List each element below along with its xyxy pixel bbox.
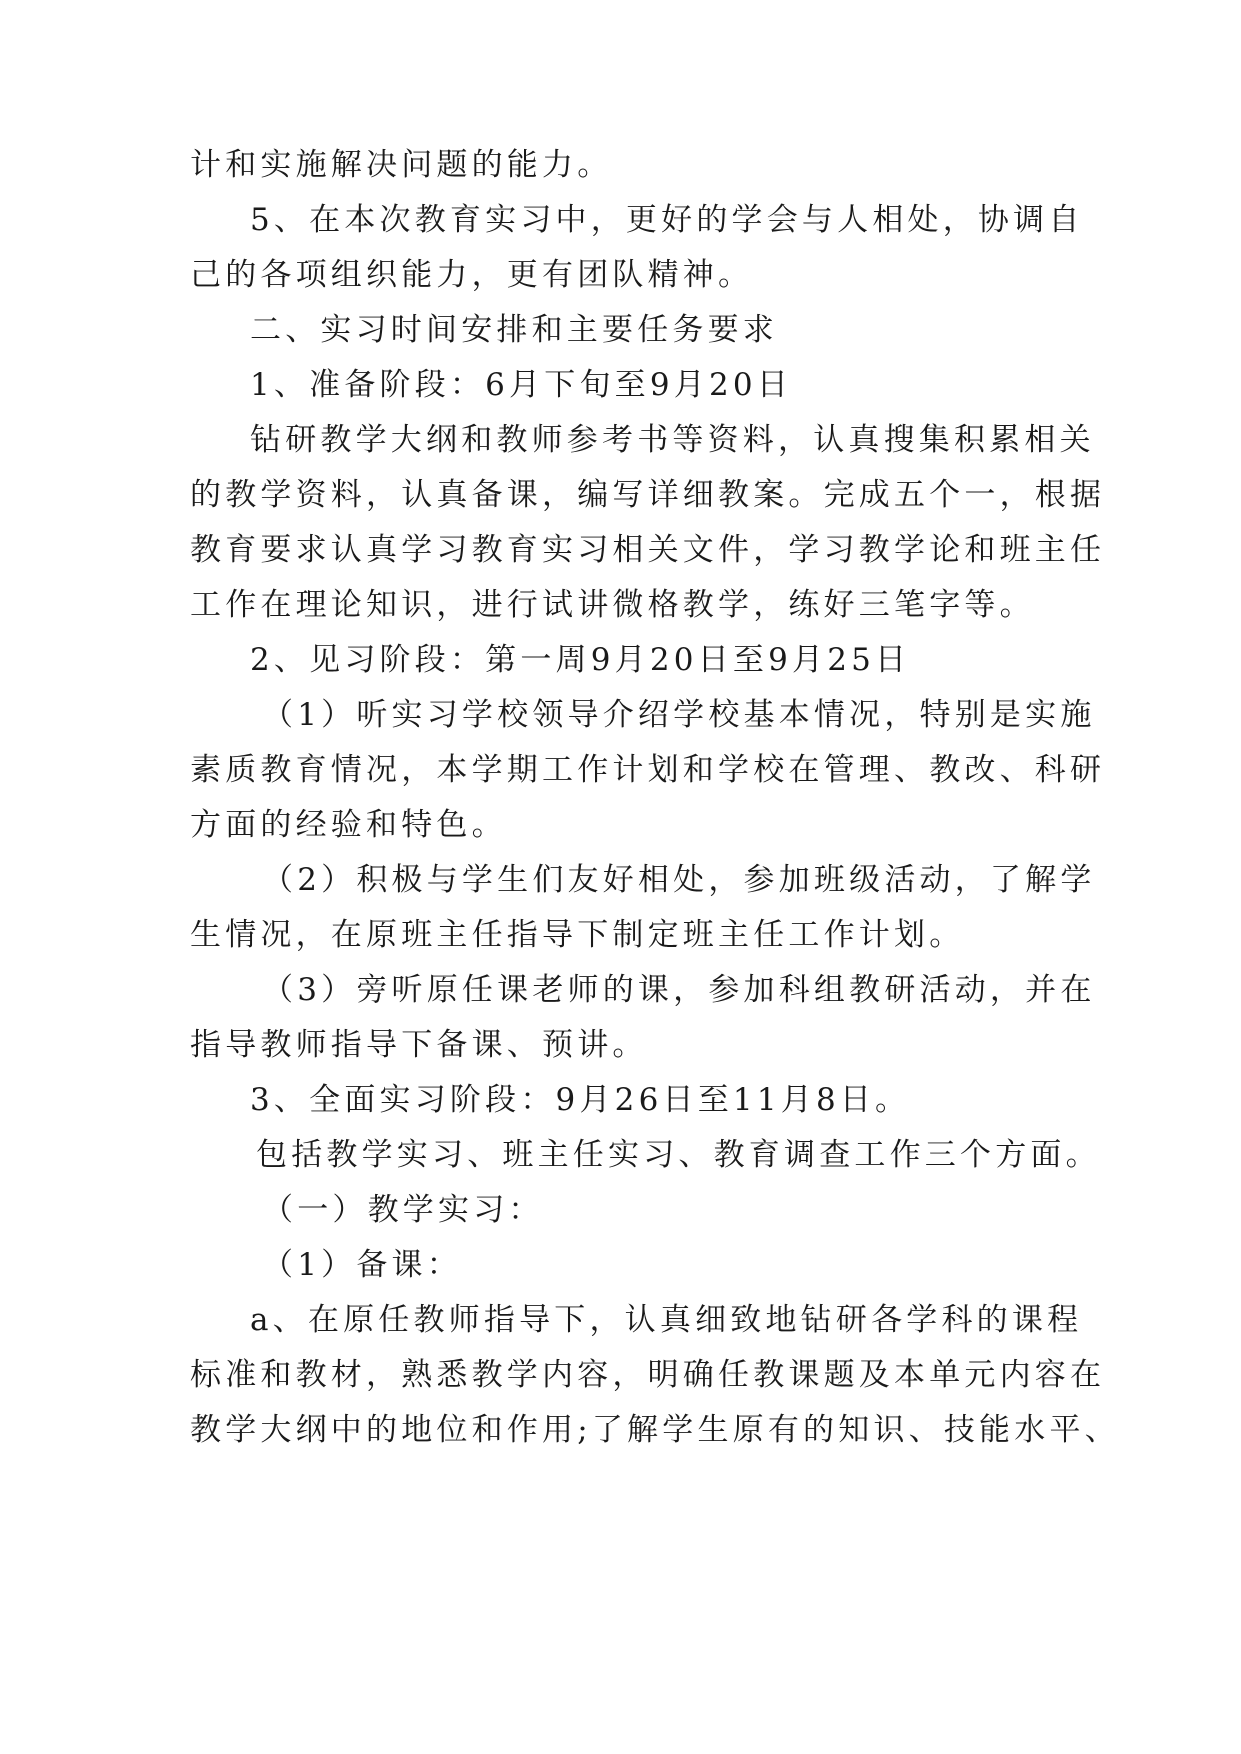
text-line: 素质教育情况，本学期工作计划和学校在管理、教改、科研 [190, 752, 1106, 788]
text-line: 己的各项组织能力，更有团队精神。 [190, 257, 754, 293]
text-line: 5、在本次教育实习中，更好的学会与人相处，协调自 [250, 202, 1084, 238]
text-line: （3）旁听原任课老师的课，参加科组教研活动，并在 [262, 972, 1096, 1008]
text-line: a、在原任教师指导下，认真细致地钻研各学科的课程 [250, 1302, 1083, 1338]
text-line: （2）积极与学生们友好相处，参加班级活动，了解学 [262, 862, 1096, 898]
text-line: 计和实施解决问题的能力。 [190, 147, 613, 183]
text-line: 工作在理论知识，进行试讲微格教学，练好三笔字等。 [190, 587, 1035, 623]
text-line: 教育要求认真学习教育实习相关文件，学习教学论和班主任 [190, 532, 1106, 568]
text-line: 教学大纲中的地位和作用;了解学生原有的知识、技能水平、 [190, 1412, 1120, 1448]
text-line: （1）备课： [262, 1247, 462, 1283]
text-line: （1）听实习学校领导介绍学校基本情况，特别是实施 [262, 697, 1096, 733]
text-line: 钻研教学大纲和教师参考书等资料，认真搜集积累相关 [250, 422, 1095, 458]
text-line: 指导教师指导下备课、预讲。 [190, 1027, 648, 1063]
text-line: 包括教学实习、班主任实习、教育调查工作三个方面。 [256, 1137, 1101, 1173]
subsection-heading: 1、准备阶段：6月下旬至9月20日 [250, 367, 793, 403]
text-line: （一）教学实习： [262, 1192, 544, 1228]
section-heading: 二、实习时间安排和主要任务要求 [250, 312, 778, 348]
subsection-heading: 3、全面实习阶段：9月26日至11月8日。 [250, 1082, 911, 1118]
subsection-heading: 2、见习阶段：第一周9月20日至9月25日 [250, 642, 911, 678]
text-line: 的教学资料，认真备课，编写详细教案。完成五个一，根据 [190, 477, 1106, 513]
text-line: 生情况，在原班主任指导下制定班主任工作计划。 [190, 917, 965, 953]
text-line: 方面的经验和特色。 [190, 807, 507, 843]
text-line: 标准和教材，熟悉教学内容，明确任教课题及本单元内容在 [190, 1357, 1106, 1393]
